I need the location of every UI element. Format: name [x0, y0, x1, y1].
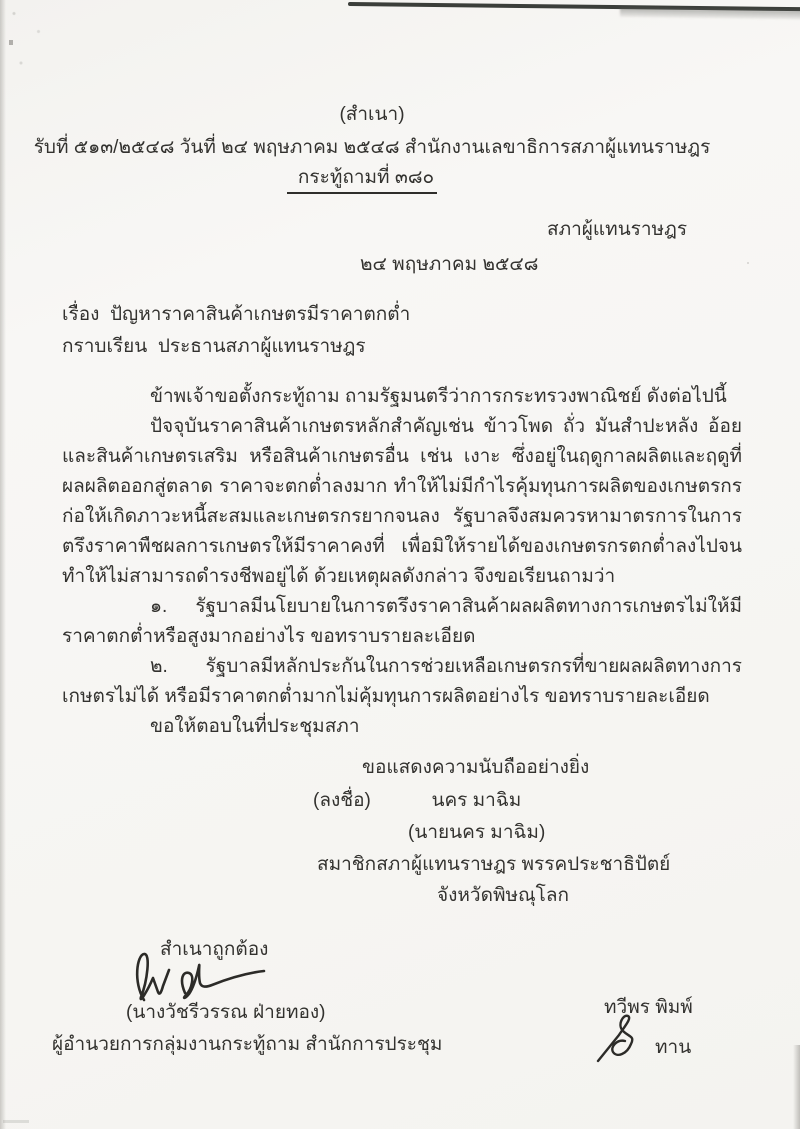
- subject-text: ปัญหาราคาสินค้าเกษตรมีราคาตกต่ำ: [109, 304, 411, 325]
- body-intro: ข้าพเจ้าขอตั้งกระทู้ถาม ถามรัฐมนตรีว่าการกระทรวงพาณิชย์ ดังต่อไปนี้: [150, 386, 727, 407]
- issuing-body: สภาผู้แทนราษฎร: [547, 219, 688, 240]
- subject-label: เรื่อง: [62, 304, 100, 325]
- signed-line: [313, 786, 521, 816]
- salutation-text: ประธานสภาผู้แทนราษฎร: [157, 336, 366, 357]
- mp-position: สมาชิกสภาผู้แทนราษฎร พรรคประชาธิปัตย์: [317, 854, 671, 875]
- body-closing-request: ขอให้ตอบในที่ประชุมสภา: [150, 716, 360, 737]
- subject-line: [62, 300, 410, 330]
- typist-name-line: ทวีพร พิมพ์: [604, 997, 693, 1018]
- divider-line: [287, 192, 437, 194]
- certifier-position: ผู้อำนวยการกลุ่มงานกระทู้ถาม สำนักการประชุม: [52, 1034, 443, 1055]
- body-question-1: ๑. รัฐบาลมีนโยบายในการตรึงราคาสินค้าผลผลิตทางการเกษตรไม่ให้มีราคาตกต่ำหรือสูงมากอย่างไร ขอทราบรายละเอียด: [62, 596, 742, 647]
- signed-label: (ลงชื่อ): [313, 790, 371, 811]
- scan-edge-artifact-right-bottom: [793, 1045, 800, 1129]
- scan-speck: [9, 40, 13, 45]
- receipt-stamp-line: รับที่ ๕๑๓/๒๕๔๘ วันที่ ๒๔ พฤษภาคม ๒๕๔๘ สำนักงานเลขาธิการสภาผู้แทนราษฎร: [33, 137, 711, 158]
- body-question-2: ๒. รัฐบาลมีหลักประกันในการช่วยเหลือเกษตรกรที่ขายผลผลิตทางการเกษตรไม่ได้ หรือมีราคาตกต่ำมากไม่คุ้มทุนการผลิตอย่างไร ขอทราบรายละเอียด: [62, 656, 742, 707]
- question-number: กระทู้ถามที่ ๓๘๐: [297, 167, 435, 188]
- mp-province: จังหวัดพิษณุโลก: [437, 885, 569, 906]
- scan-edge-shadow-top-right: [620, 8, 800, 20]
- letter-body: [62, 382, 742, 742]
- salutation-label: กราบเรียน: [62, 336, 148, 357]
- scan-speck: [3, 1120, 29, 1123]
- scan-speckle-top-left: [0, 0, 70, 90]
- signed-name: นคร มาฉิม: [431, 790, 522, 811]
- copy-certified-label: สำเนาถูกต้อง: [160, 939, 269, 960]
- body-paragraph: ปัจจุบันราคาสินค้าเกษตรหลักสำคัญเช่น ข้าวโพด ถั่ว มันสำปะหลัง อ้อย และสินค้าเกษตรเสริม หรือสินค้าเกษตรอื่น เช่น เงาะ ซึ่งอยู่ในฤดูกาลผลิตและฤดูที่ผลผลิตออกสู่ตลาด ราคาจะตกต่ำลงมาก ทำให้ไม่มีกำไรคุ้มทุนการผลิตของเกษตรกร ก่อให้เกิดภาวะหนี้สะสมและเกษตรกรยากจนลง รัฐบาลจึงสมควรหามาตรการในการตรึงราคาพืชผลการเกษตรให้มีราคาคงที่ เพื่อมิให้รายได้ของเกษตรกรตกต่ำลงไปจนทำให้ไม่สามารถดำรงชีพอยู่ได้ ด้วยเหตุผลดังกล่าว จึงขอเรียนถามว่า: [62, 416, 742, 587]
- proofread-label: ทาน: [655, 1037, 692, 1058]
- certifier-name: (นางวัชรีวรรณ ฝ่ายทอง): [126, 1002, 326, 1023]
- scan-speck: [747, 262, 749, 264]
- valediction: ขอแสดงความนับถืออย่างยิ่ง: [362, 757, 590, 778]
- mp-name-parentheses: (นายนคร มาฉิม): [408, 822, 546, 843]
- proofreader-signature: [592, 1013, 654, 1065]
- document-date: ๒๔ พฤษภาคม ๒๕๔๘: [360, 254, 539, 275]
- salutation-line: [62, 332, 366, 362]
- copy-label: (สำเนา): [339, 104, 405, 125]
